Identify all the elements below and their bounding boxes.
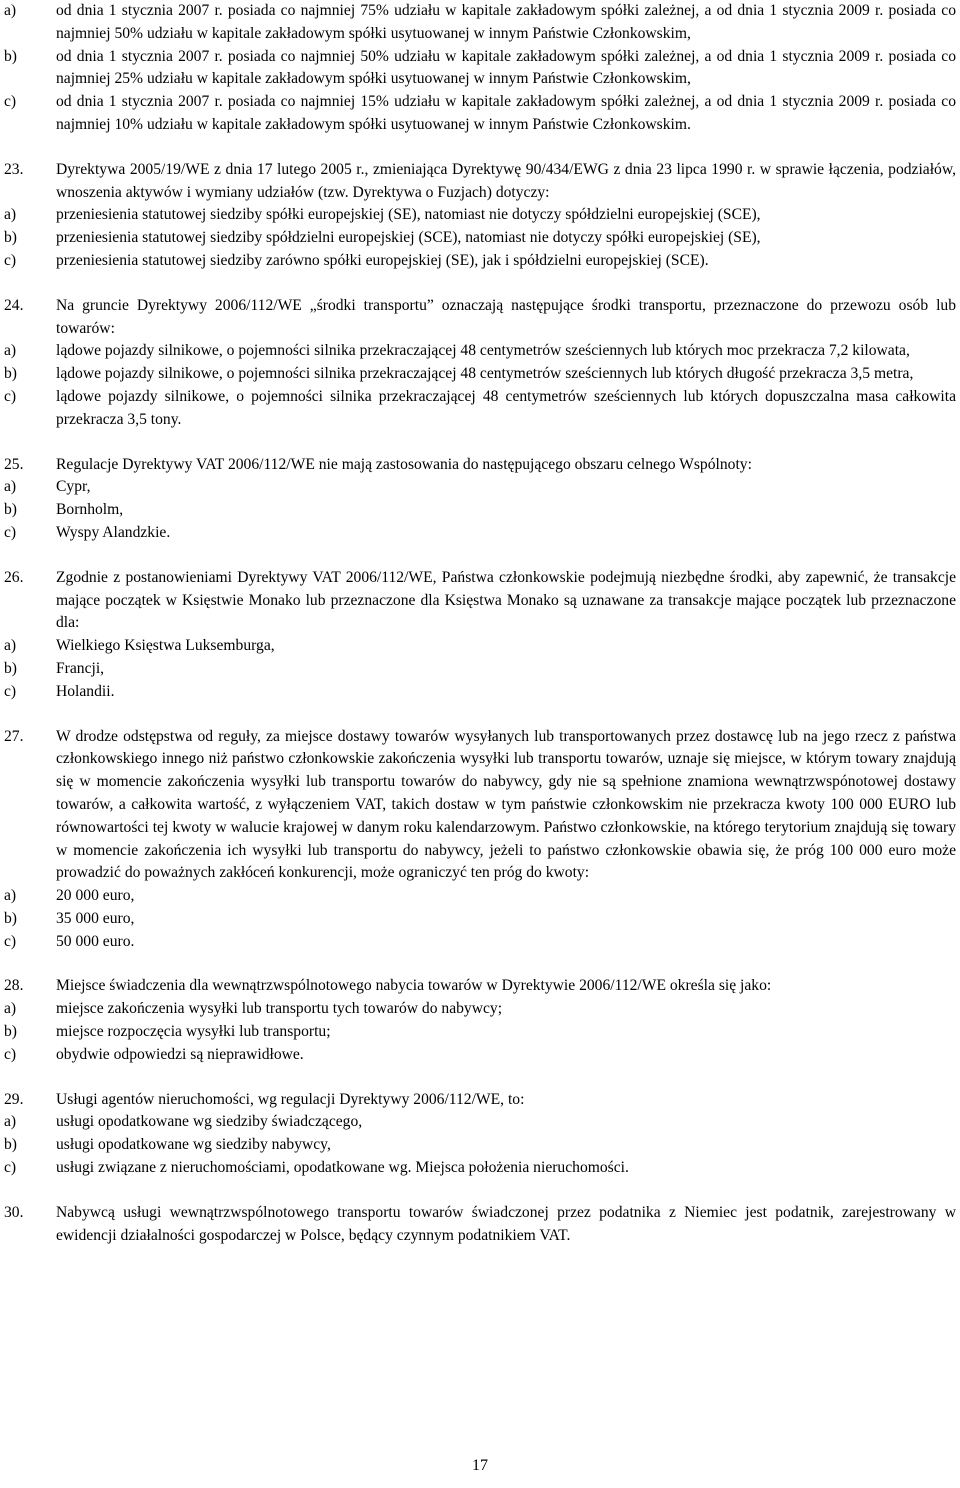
option-text: 50 000 euro. <box>56 932 135 950</box>
question-28 <box>4 975 956 1066</box>
option-text: Bornholm, <box>56 501 124 519</box>
question-stem <box>4 159 956 205</box>
page-number: 17 <box>472 1457 488 1474</box>
option-item <box>4 908 956 931</box>
question-number: 23. <box>4 160 24 178</box>
option-text: 35 000 euro, <box>56 909 135 927</box>
question-stem <box>4 1089 956 1112</box>
option-label: b) <box>4 365 17 383</box>
question-stem <box>4 454 956 477</box>
option-label: b) <box>4 47 17 65</box>
option-item <box>4 1111 956 1134</box>
option-item <box>4 998 956 1021</box>
option-text: Wielkiego Księstwa Luksemburga, <box>56 637 275 655</box>
option-label: a) <box>4 1000 17 1018</box>
option-text: przeniesienia statutowej siedziby zarówno spółki europejskiej (SE), jak i spółdzielni europejskiej (SCE). <box>56 251 709 269</box>
option-item <box>4 0 956 46</box>
option-item <box>4 1044 956 1067</box>
option-text: lądowe pojazdy silnikowe, o pojemności silnika przekraczającej 48 centymetrów sześciennych lub których dopuszczalna masa całkowita przekracza 3,5 tony. <box>56 387 956 428</box>
option-label: a) <box>4 206 17 224</box>
option-text: lądowe pojazdy silnikowe, o pojemności silnika przekraczającej 48 centymetrów sześciennych lub których moc przekracza 7,2 kilowata, <box>56 342 910 360</box>
question-text: Zgodnie z postanowieniami Dyrektywy VAT 2006/112/WE, Państwa członkowskie podejmują niezbędne środki, aby zapewnić, że transakcje mające początek w Księstwie Monako lub przeznaczone dla Księstwa Monako są uznawane za transakcje mające początek lub przeznaczone dla: <box>56 568 956 632</box>
option-text: Francji, <box>56 659 105 677</box>
option-label: c) <box>4 93 17 111</box>
option-text: miejsce rozpoczęcia wysyłki lub transportu; <box>56 1023 331 1041</box>
option-item <box>4 681 956 704</box>
option-text: obydwie odpowiedzi są nieprawidłowe. <box>56 1045 304 1063</box>
question-stem <box>4 295 956 341</box>
question-number: 27. <box>4 727 24 745</box>
question-text: Miejsce świadczenia dla wewnątrzwspólnotowego nabycia towarów w Dyrektywie 2006/112/WE określa się jako: <box>56 977 772 995</box>
option-item <box>4 386 956 432</box>
option-item <box>4 635 956 658</box>
question-29 <box>4 1089 956 1180</box>
option-item <box>4 1157 956 1180</box>
option-label: b) <box>4 659 17 677</box>
option-item <box>4 499 956 522</box>
option-label: b) <box>4 501 17 519</box>
option-item <box>4 658 956 681</box>
option-label: c) <box>4 387 17 405</box>
question-number: 29. <box>4 1090 24 1108</box>
question-stem <box>4 975 956 998</box>
option-item <box>4 1134 956 1157</box>
option-item <box>4 91 956 137</box>
question-number: 28. <box>4 977 24 995</box>
option-item <box>4 204 956 227</box>
option-text: 20 000 euro, <box>56 887 135 905</box>
option-label: b) <box>4 1136 17 1154</box>
option-label: a) <box>4 2 17 19</box>
question-number: 25. <box>4 455 24 473</box>
option-label: a) <box>4 342 17 360</box>
option-text: Holandii. <box>56 682 115 700</box>
option-label: a) <box>4 637 17 655</box>
option-label: a) <box>4 1113 17 1131</box>
question-text: Usługi agentów nieruchomości, wg regulacji Dyrektywy 2006/112/WE, to: <box>56 1090 525 1108</box>
option-label: c) <box>4 1159 17 1177</box>
option-text: Wyspy Alandzkie. <box>56 523 171 541</box>
option-label: c) <box>4 1045 17 1063</box>
question-25 <box>4 454 956 545</box>
option-text: lądowe pojazdy silnikowe, o pojemności silnika przekraczającej 48 centymetrów sześciennych lub których długość przekracza 3,5 metra, <box>56 365 914 383</box>
page-content <box>4 0 956 1269</box>
question-stem <box>4 1202 956 1248</box>
question-30 <box>4 1202 956 1248</box>
option-text: od dnia 1 stycznia 2007 r. posiada co najmniej 75% udziału w kapitale zakładowym spółki zależnej, a od dnia 1 stycznia 2009 r. posiada co najmniej 50% udziału w kapitale zakładowym spółki usytuowanej w innym Państwie Członkowskim, <box>56 2 956 42</box>
question-text: Regulacje Dyrektywy VAT 2006/112/WE nie mają zastosowania do następującego obszaru celnego Wspólnoty: <box>56 455 752 473</box>
option-label: c) <box>4 523 17 541</box>
option-item <box>4 476 956 499</box>
option-label: a) <box>4 478 17 496</box>
continued-options <box>4 0 956 137</box>
option-label: b) <box>4 909 17 927</box>
option-item <box>4 340 956 363</box>
option-text: usługi związane z nieruchomościami, opodatkowane wg. Miejsca położenia nieruchomości. <box>56 1159 629 1177</box>
option-label: c) <box>4 932 17 950</box>
option-item <box>4 931 956 954</box>
question-27 <box>4 726 956 954</box>
option-label: b) <box>4 229 17 247</box>
option-text: od dnia 1 stycznia 2007 r. posiada co najmniej 15% udziału w kapitale zakładowym spółki zależnej, a od dnia 1 stycznia 2009 r. posiada co najmniej 10% udziału w kapitale zakładowym spółki usytuowanej w innym Państwie Członkowskim. <box>56 93 956 133</box>
option-item <box>4 363 956 386</box>
option-text: usługi opodatkowane wg siedziby świadczącego, <box>56 1113 363 1131</box>
option-item <box>4 1021 956 1044</box>
question-text: W drodze odstępstwa od reguły, za miejsce dostawy towarów wysyłanych lub transportowanych przez dostawcę lub na jego rzecz z państwa członkowskiego innego niż państwo członkowskie zakończenia wysyłki lub transportu towarów, uznaje się miejsce, w którym towary znajdują się w momencie zakończenia wysyłki lub transportu towarów do nabywcy, gdy nie są spełnione znamiona wewnątrzwspónotowej dostawy towarów, a całkowita wartość, z wyłączeniem VAT, takich dostaw w tym państwie członkowskim nie przekracza kwoty 100 000 EURO lub równowartości tej kwoty w walucie krajowej w danym roku kalendarzowym. Państwo członkowskie, na którego terytorium znajdują się towary w momencie zakończenia ich wysyłki lub transportu do nabywcy, jeżeli to państwo członkowskie obawia się, że próg 100 000 euro może prowadzić do poważnych zakłóceń konkurencji, może ograniczyć ten próg do kwoty: <box>56 727 956 882</box>
option-text: Cypr, <box>56 478 91 496</box>
option-item <box>4 885 956 908</box>
option-item <box>4 250 956 273</box>
option-label: b) <box>4 1023 17 1041</box>
question-text: Dyrektywa 2005/19/WE z dnia 17 lutego 2005 r., zmieniająca Dyrektywę 90/434/EWG z dnia 23 lipca 1990 r. w sprawie łączenia, podziałów, wnoszenia aktywów i wymiany udziałów (tzw. Dyrektywa o Fuzjach) dotyczy: <box>56 160 956 201</box>
question-number: 26. <box>4 568 24 586</box>
question-26 <box>4 567 956 704</box>
option-label: c) <box>4 682 17 700</box>
option-text: miejsce zakończenia wysyłki lub transportu tych towarów do nabywcy; <box>56 1000 503 1018</box>
option-item <box>4 46 956 92</box>
question-number: 24. <box>4 296 24 314</box>
option-item <box>4 227 956 250</box>
option-text: usługi opodatkowane wg siedziby nabywcy, <box>56 1136 331 1154</box>
option-label: c) <box>4 251 17 269</box>
question-number: 30. <box>4 1203 24 1221</box>
question-24 <box>4 295 956 432</box>
option-item <box>4 522 956 545</box>
question-text: Nabywcą usługi wewnątrzwspólnotowego transportu towarów świadczonej przez podatnika z Niemiec jest podatnik, zarejestrowany w ewidencji działalności gospodarczej w Polsce, będący czynnym podatnikiem VAT. <box>56 1203 956 1244</box>
question-stem <box>4 567 956 635</box>
question-stem <box>4 726 956 886</box>
option-text: przeniesienia statutowej siedziby spółki europejskiej (SE), natomiast nie dotyczy spółdzielni europejskiej (SCE), <box>56 206 761 224</box>
question-text: Na gruncie Dyrektywy 2006/112/WE „środki transportu” oznaczają następujące środki transportu, przeznaczone do przewozu osób lub towarów: <box>56 296 956 337</box>
option-text: przeniesienia statutowej siedziby spółdzielni europejskiej (SCE), natomiast nie dotyczy spółki europejskiej (SE), <box>56 229 761 247</box>
question-23 <box>4 159 956 273</box>
option-text: od dnia 1 stycznia 2007 r. posiada co najmniej 50% udziału w kapitale zakładowym spółki zależnej, a od dnia 1 stycznia 2009 r. posiada co najmniej 25% udziału w kapitale zakładowym spółki usytuowanej w innym Państwie Członkowskim, <box>56 47 956 88</box>
option-label: a) <box>4 887 17 905</box>
